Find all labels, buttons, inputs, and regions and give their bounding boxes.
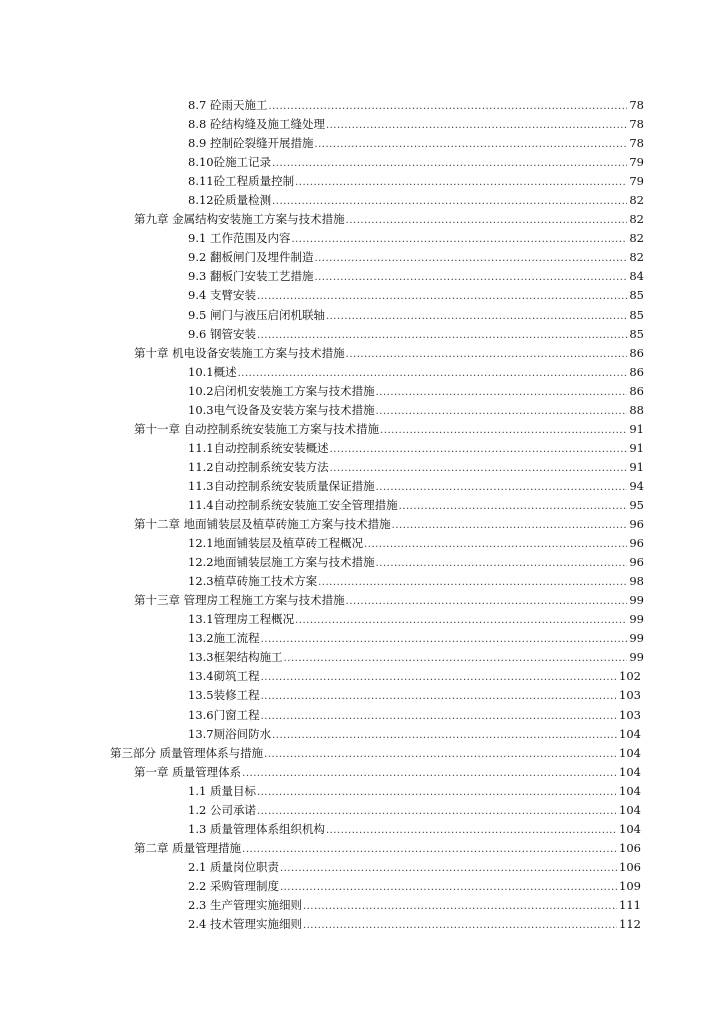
dot-leader — [346, 211, 628, 230]
toc-row[interactable] — [0, 610, 724, 629]
toc-entry-label: 第十三章 管理房工程施工方案与技术措施 — [134, 593, 345, 608]
toc-row[interactable] — [0, 763, 724, 782]
toc-entry-label: 11.4自动控制系统安装施工安全管理措施 — [188, 497, 398, 512]
dot-leader — [376, 383, 628, 402]
toc-page-number: 99 — [629, 593, 644, 608]
dot-leader — [330, 459, 628, 478]
toc-entry-label: 第二章 质量管理措施 — [134, 840, 242, 855]
toc-page-number: 102 — [619, 669, 641, 684]
toc-row[interactable] — [0, 477, 724, 496]
toc-page-number: 96 — [629, 555, 644, 570]
toc-row[interactable] — [0, 572, 724, 591]
dot-leader — [346, 592, 628, 611]
dot-leader — [380, 421, 627, 440]
toc-entry-label: 8.8 砼结构缝及施工缝处理 — [188, 117, 325, 132]
toc-page-number: 79 — [629, 174, 644, 189]
dot-leader — [261, 707, 617, 726]
toc-page-number: 79 — [629, 155, 644, 170]
toc-row[interactable] — [0, 725, 724, 744]
toc-page-number: 104 — [619, 745, 641, 760]
dot-leader — [272, 154, 627, 173]
toc-row[interactable] — [0, 363, 724, 382]
toc-entry-label: 8.7 砼雨天施工 — [188, 98, 268, 112]
toc-entry-label: 2.3 生产管理实施细则 — [188, 897, 302, 912]
toc-page-number: 94 — [629, 478, 644, 493]
toc-row[interactable] — [0, 782, 724, 801]
toc-row[interactable] — [0, 858, 724, 877]
dot-leader — [295, 611, 627, 630]
toc-entry-label: 11.2自动控制系统安装方法 — [188, 459, 329, 474]
toc-page-number: 85 — [629, 326, 644, 341]
toc-row[interactable] — [0, 801, 724, 820]
dot-leader — [242, 840, 617, 859]
toc-row[interactable] — [0, 229, 724, 248]
toc-entry-label: 9.1 工作范围及内容 — [188, 231, 291, 246]
toc-row[interactable] — [0, 306, 724, 325]
toc-row[interactable] — [0, 591, 724, 610]
dot-leader — [314, 249, 627, 268]
toc-entry-label: 2.2 采购管理制度 — [188, 878, 279, 893]
toc-page-number: 86 — [629, 345, 644, 360]
toc-entry-label: 13.6门窗工程 — [188, 707, 260, 722]
toc-page-number: 104 — [619, 726, 641, 741]
toc-page-number: 78 — [629, 98, 644, 112]
toc-page-number: 86 — [629, 383, 644, 398]
dot-leader — [268, 97, 627, 116]
toc-entry-label: 13.7厕浴间防水 — [188, 726, 272, 741]
toc-entry-label: 13.2施工流程 — [188, 631, 260, 646]
toc-entry-label: 13.3框架结构施工 — [188, 650, 283, 665]
toc-page-number: 85 — [629, 307, 644, 322]
toc-row[interactable] — [0, 820, 724, 839]
toc-entry-label: 8.12砼质量检测 — [188, 193, 272, 208]
toc-page-number: 112 — [619, 917, 641, 932]
toc-row[interactable] — [0, 267, 724, 286]
dot-leader — [257, 287, 627, 306]
toc-entry-label: 第三部分 质量管理体系与措施 — [110, 745, 264, 760]
toc-page-number: 104 — [619, 802, 641, 817]
dot-leader — [346, 345, 628, 364]
toc-entry-label: 8.9 控制砼裂缝开展措施 — [188, 136, 314, 151]
toc-row[interactable] — [0, 839, 724, 858]
dot-leader — [238, 364, 628, 383]
dot-leader — [376, 478, 628, 497]
toc-entry-label: 13.5装修工程 — [188, 688, 260, 703]
toc-entry-label: 9.4 支臂安装 — [188, 288, 256, 303]
dot-leader — [280, 859, 617, 878]
toc-page-number: 99 — [629, 650, 644, 665]
dot-leader — [284, 649, 628, 668]
toc-page-number: 99 — [629, 631, 644, 646]
toc-row[interactable] — [0, 534, 724, 553]
toc-entry-label: 10.3电气设备及安装方案与技术措施 — [188, 402, 375, 417]
toc-row[interactable] — [0, 172, 724, 191]
toc-entry-label: 第一章 质量管理体系 — [134, 764, 242, 779]
toc-row[interactable] — [0, 629, 724, 648]
toc-row[interactable] — [0, 344, 724, 363]
toc-page-number: 82 — [629, 212, 644, 227]
dot-leader — [295, 173, 627, 192]
toc-page-number: 82 — [629, 250, 644, 265]
toc-row[interactable] — [0, 877, 724, 896]
dot-leader — [261, 668, 617, 687]
toc-page-number: 82 — [629, 193, 644, 208]
dot-leader — [257, 802, 617, 821]
toc-entry-label: 12.3植草砖施工技术方案 — [188, 574, 318, 589]
toc-entry-label: 第十二章 地面铺装层及植草砖施工方案与技术措施 — [134, 517, 391, 532]
dot-leader — [261, 687, 617, 706]
dot-leader — [330, 440, 628, 459]
toc-row[interactable] — [0, 96, 724, 115]
toc-row[interactable] — [0, 420, 724, 439]
toc-page-number: 109 — [619, 878, 641, 893]
toc-row[interactable] — [0, 248, 724, 267]
dot-leader — [303, 916, 617, 935]
toc-entry-label: 1.3 质量管理体系组织机构 — [188, 821, 325, 836]
toc-page-number: 111 — [619, 897, 641, 912]
toc-page-number: 82 — [629, 231, 644, 246]
toc-page-number: 91 — [629, 421, 644, 436]
toc-entry-label: 第九章 金属结构安装施工方案与技术措施 — [134, 212, 345, 227]
dot-leader — [364, 535, 627, 554]
dot-leader — [257, 783, 617, 802]
toc-page-number: 103 — [619, 688, 641, 703]
toc-page-number: 95 — [629, 497, 644, 512]
toc-page-number: 91 — [629, 459, 644, 474]
toc-row[interactable] — [0, 286, 724, 305]
dot-leader — [318, 573, 627, 592]
toc-page-number: 91 — [629, 440, 644, 455]
toc-page-number: 104 — [619, 783, 641, 798]
toc-entry-label: 1.1 质量目标 — [188, 783, 256, 798]
toc-entry-label: 2.1 质量岗位职责 — [188, 859, 279, 874]
toc-entry-label: 9.5 闸门与液压启闭机联轴 — [188, 307, 325, 322]
dot-leader — [272, 726, 617, 745]
dot-leader — [314, 268, 627, 287]
dot-leader — [242, 764, 617, 783]
toc-entry-label: 13.4砌筑工程 — [188, 669, 260, 684]
toc-page-number: 78 — [629, 136, 644, 151]
dot-leader — [280, 878, 617, 897]
dot-leader — [291, 230, 627, 249]
toc-page-number: 98 — [629, 574, 644, 589]
toc-row[interactable] — [0, 191, 724, 210]
toc-page-number: 103 — [619, 707, 641, 722]
toc-row[interactable] — [0, 515, 724, 534]
toc-row[interactable] — [0, 496, 724, 515]
toc-row[interactable] — [0, 401, 724, 420]
toc-row[interactable] — [0, 744, 724, 763]
toc-row[interactable] — [0, 915, 724, 934]
toc-row[interactable] — [0, 325, 724, 344]
dot-leader — [326, 116, 627, 135]
toc-row[interactable] — [0, 648, 724, 667]
toc-entry-label: 10.1概述 — [188, 364, 237, 379]
dot-leader — [257, 326, 627, 345]
toc-entry-label: 2.4 技术管理实施细则 — [188, 917, 302, 932]
dot-leader — [399, 497, 628, 516]
dot-leader — [272, 192, 627, 211]
toc-page-number: 88 — [629, 402, 644, 417]
toc-page-number: 106 — [619, 859, 641, 874]
toc-page-number: 106 — [619, 840, 641, 855]
toc-page-number: 86 — [629, 364, 644, 379]
dot-leader — [326, 821, 617, 840]
dot-leader — [264, 745, 617, 764]
toc-page-number: 99 — [629, 612, 644, 627]
toc-entry-label: 12.2地面铺装层施工方案与技术措施 — [188, 555, 375, 570]
toc-entry-label: 13.1管理房工程概况 — [188, 612, 295, 627]
dot-leader — [392, 516, 628, 535]
toc-entry-label: 9.6 钢管安装 — [188, 326, 256, 341]
toc-page-number: 96 — [629, 536, 644, 551]
toc-page-number: 104 — [619, 764, 641, 779]
table-of-contents — [0, 96, 724, 934]
toc-row[interactable] — [0, 896, 724, 915]
toc-row[interactable] — [0, 667, 724, 686]
toc-page-number: 84 — [629, 269, 644, 284]
toc-page-number: 78 — [629, 117, 644, 132]
toc-entry-label: 第十一章 自动控制系统安装施工方案与技术措施 — [134, 421, 380, 436]
toc-entry-label: 11.1自动控制系统安装概述 — [188, 440, 329, 455]
toc-entry-label: 10.2启闭机安装施工方案与技术措施 — [188, 383, 375, 398]
toc-entry-label: 1.2 公司承诺 — [188, 802, 256, 817]
toc-row[interactable] — [0, 439, 724, 458]
toc-row[interactable] — [0, 134, 724, 153]
toc-entry-label: 8.10砼施工记录 — [188, 155, 272, 170]
dot-leader — [314, 135, 627, 154]
toc-page-number: 104 — [619, 821, 641, 836]
toc-row[interactable] — [0, 458, 724, 477]
dot-leader — [376, 554, 628, 573]
dot-leader — [376, 402, 628, 421]
dot-leader — [303, 897, 617, 916]
toc-entry-label: 8.11砼工程质量控制 — [188, 174, 295, 189]
toc-row[interactable] — [0, 706, 724, 725]
toc-entry-label: 9.3 翻板门安装工艺措施 — [188, 269, 314, 284]
dot-leader — [326, 307, 627, 326]
toc-entry-label: 11.3自动控制系统安装质量保证措施 — [188, 478, 375, 493]
toc-row[interactable] — [0, 115, 724, 134]
toc-row[interactable] — [0, 553, 724, 572]
toc-row[interactable] — [0, 382, 724, 401]
toc-page-number: 96 — [629, 517, 644, 532]
toc-entry-label: 第十章 机电设备安装施工方案与技术措施 — [134, 345, 345, 360]
toc-row[interactable] — [0, 153, 724, 172]
toc-entry-label: 12.1地面铺装层及植草砖工程概况 — [188, 536, 364, 551]
toc-entry-label: 9.2 翻板闸门及埋件制造 — [188, 250, 314, 265]
toc-page-number: 85 — [629, 288, 644, 303]
toc-row[interactable] — [0, 686, 724, 705]
dot-leader — [261, 630, 628, 649]
toc-row[interactable] — [0, 210, 724, 229]
